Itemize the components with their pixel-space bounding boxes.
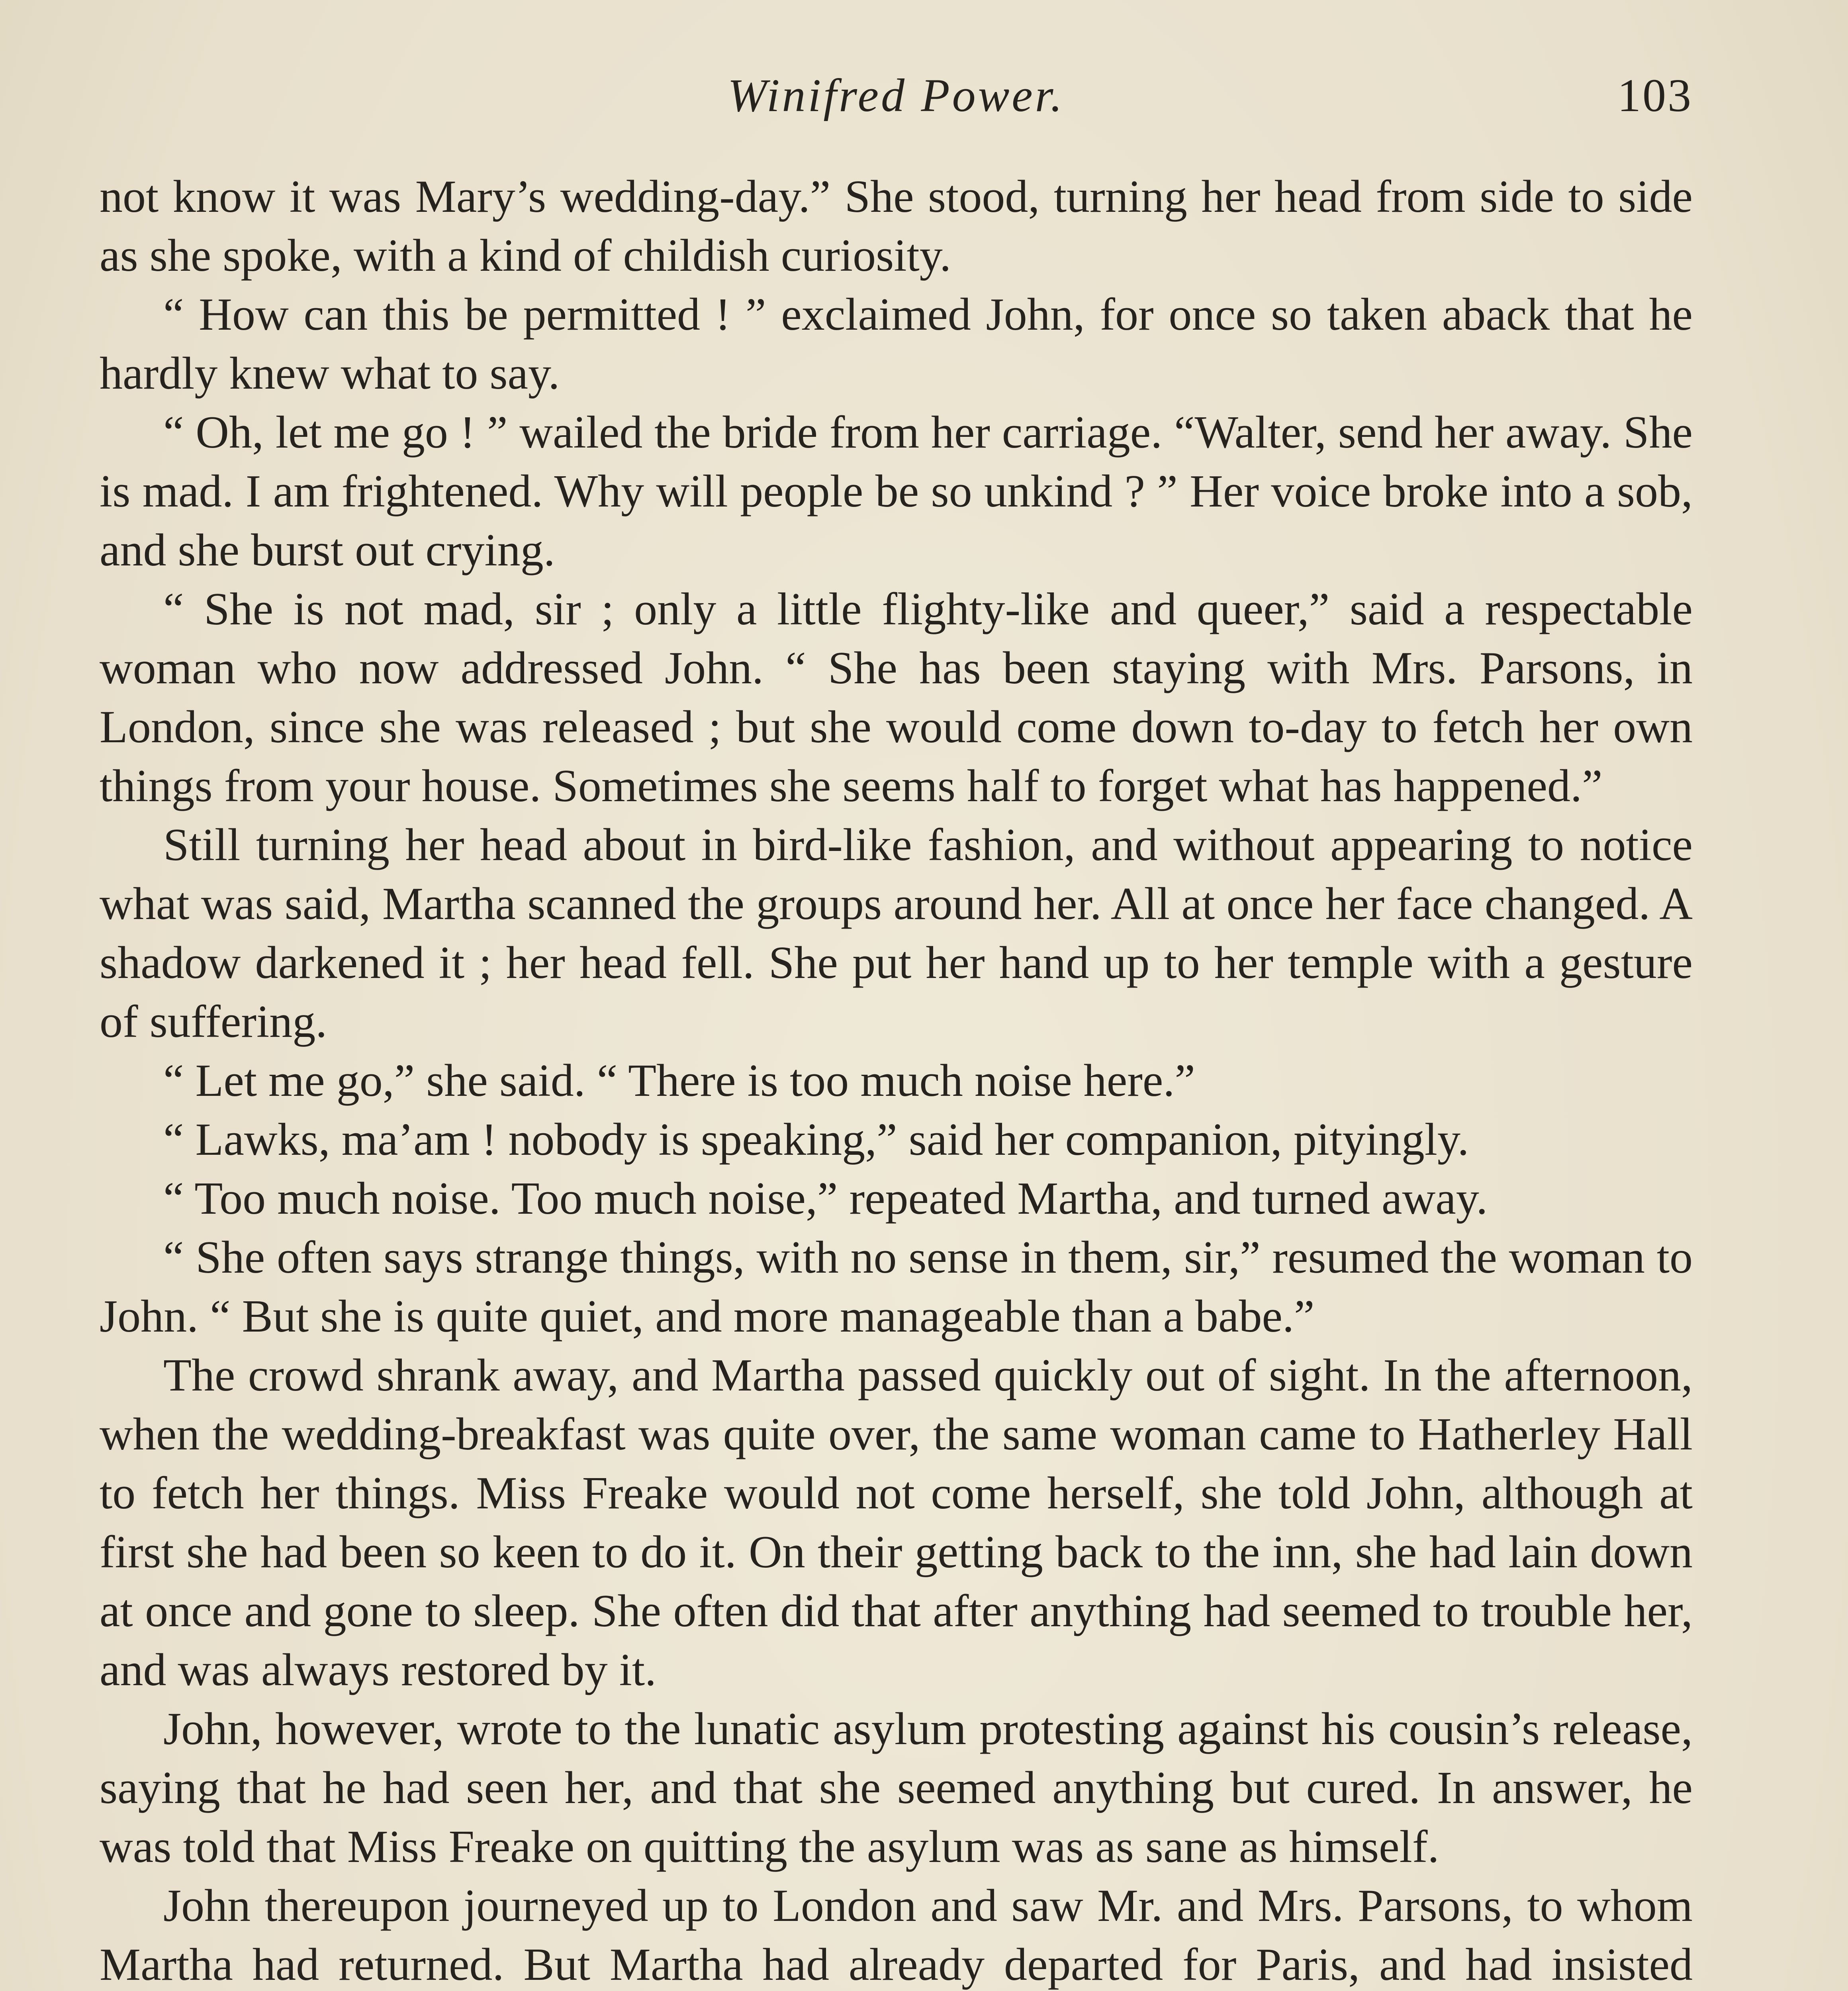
paragraph-10: The crowd shrank away, and Martha passed quickly out of sight. In the afternoon, when the wedding-breakfast was quite over, the same woman came to Hatherley Hall to fetch her things. Miss Freake would not come herself, she told John, although at first she had been so keen to do it. On their getting back to the inn, she had lain down at once and gone to sleep. She often did that after anything had seemed to trouble her, and was always restored by it. (100, 1350, 1693, 1696)
paragraph-7: “ Lawks, ma’am ! nobody is speaking,” said her companion, pityingly. (163, 1114, 1469, 1165)
paragraph-2: “ How can this be permitted ! ” exclaimed John, for once so taken aback that he hardly knew what to say. (100, 289, 1693, 399)
paragraph-1: not know it was Mary’s wedding-day.” She stood, turning her head from side to side as she spoke, with a kind of childish curiosity. (100, 171, 1693, 281)
page-number: 103 (1617, 69, 1693, 121)
paragraph-6: “ Let me go,” she said. “ There is too much noise here.” (163, 1055, 1195, 1106)
paragraph-11: John, however, wrote to the lunatic asylum protesting against his cousin’s release, saying that he had seen her, and that she seemed anything but cured. In answer, he was told that Miss Freake on quitting the asylum was as sane as himself. (100, 1703, 1693, 1872)
running-head (100, 64, 1693, 127)
body-text (100, 167, 1693, 1991)
paragraph-8: “ Too much noise. Too much noise,” repeated Martha, and turned away. (163, 1173, 1488, 1224)
paragraph-5: Still turning her head about in bird-like fashion, and without appearing to notice what was said, Martha scanned the groups around her. All at once her face changed. A shadow darkened it ; her head fell. She put her hand up to her temple with a gesture of suffering. (100, 819, 1693, 1047)
running-title: Winifred Power. (727, 69, 1065, 121)
paragraph-3: “ Oh, let me go ! ” wailed the bride from her carriage. “Walter, send her away. She is mad. I am frightened. Why will people be so unkind ? ” Her voice broke into a sob, and she burst out crying. (100, 407, 1693, 576)
paragraph-9: “ She often says strange things, with no sense in them, sir,” resumed the woman to John. “ But she is quite quiet, and more manageable than a babe.” (100, 1232, 1693, 1342)
paragraph-4: “ She is not mad, sir ; only a little flighty-like and queer,” said a respectable woman who now addressed John. “ She has been staying with Mrs. Parsons, in London, since she was released ; but she would come down to-day to fetch her own things from your house. Sometimes she seems half to forget what has happened.” (100, 584, 1693, 812)
paragraph-12: John thereupon journeyed up to London and saw Mr. and Mrs. Parsons, to whom Martha had returned. But Martha had already departed for Paris, and had insisted (100, 1880, 1693, 1990)
